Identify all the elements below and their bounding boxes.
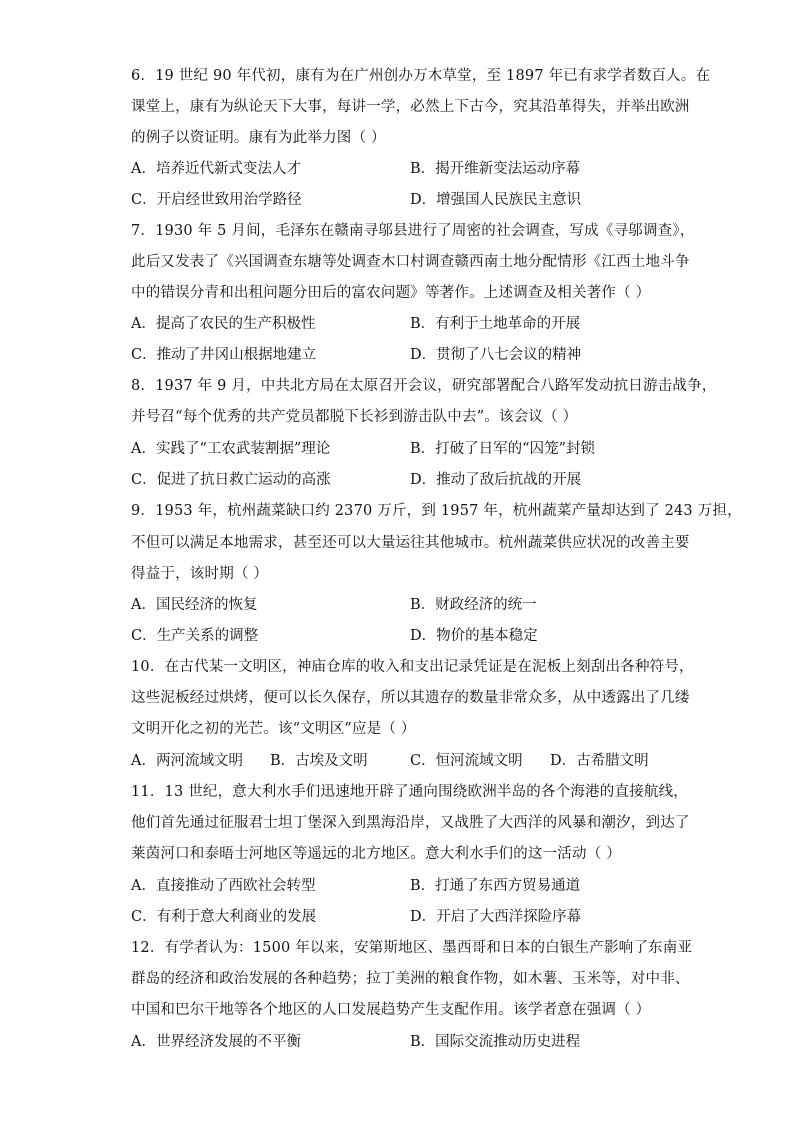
question-12-option-a: A．世界经济发展的不平衡 [131,1034,301,1050]
question-11-line-3: 莱茵河口和泰晤士河地区等遥远的北方地区。意大利水手们的这一活动（ ） [131,846,621,862]
question-10-option-d: D．古希腊文明 [550,753,649,769]
question-7-option-b: B．有利于土地革命的开展 [410,316,581,332]
question-6-line-2: 课堂上，康有为纵论天下大事，每讲一学，必然上下古今，究其沿革得失，并举出欧洲 [131,99,690,115]
question-9-line-2: 不但可以满足本地需求，甚至还可以大量运往其他城市。杭州蔬菜供应状况的改善主要 [131,535,690,551]
question-12-option-b: B．国际交流推动历史进程 [410,1034,581,1050]
question-8-option-c: C．促进了抗日救亡运动的高涨 [131,472,331,488]
question-12-line-2: 群岛的经济和政治发展的各种趋势；拉丁美洲的粮食作物，如木薯、玉米等，对中非、 [131,971,690,987]
question-8-option-b: B．打破了日军的“囚笼”封锁 [410,441,595,457]
question-6-option-d: D．增强国人民族民主意识 [410,192,582,208]
question-12-line-3: 中国和巴尔干地等各个地区的人口发展趋势产生支配作用。该学者意在强调（ ） [131,1002,651,1018]
question-11-line-1: 11．13 世纪，意大利水手们迅速地开辟了通向围绕欧洲半岛的各个海港的直接航线， [131,784,689,800]
question-8-line-2: 并号召“每个优秀的共产党员都脱下长衫到游击队中去”。该会议（ ） [131,409,578,425]
question-6-line-1: 6．19 世纪 90 年代初，康有为在广州创办万木草堂，至 1897 年已有求学者数百人。在 [131,68,711,84]
question-10-option-a: A．两河流域文明 [131,753,243,769]
question-8-line-1: 8．1937 年 9 月，中共北方局在太原召开会议，研究部署配合八路军发动抗日游击战争， [131,378,717,394]
question-7-option-c: C．推动了井冈山根据地建立 [131,347,317,363]
question-10-line-1: 10．在古代某一文明区，神庙仓库的收入和支出记录凭证是在泥板上刻刮出各种符号， [131,659,694,675]
question-9-option-c: C．生产关系的调整 [131,628,259,644]
question-9-line-1: 9．1953 年，杭州蔬菜缺口约 2370 万斤，到 1957 年，杭州蔬菜产量却达到了 243 万担， [131,503,742,519]
question-9-option-b: B．财政经济的统一 [410,597,537,613]
question-10-line-2: 这些泥板经过烘烤，便可以长久保存，所以其遗存的数量非常众多，从中透露出了几缕 [131,690,690,706]
question-11-option-a: A．直接推动了西欧社会转型 [131,878,316,894]
question-7-line-1: 7．1930 年 5 月间，毛泽东在赣南寻邬县进行了周密的社会调查，写成《寻邬调查》， [131,223,695,239]
question-7-line-3: 中的错误分青和出租问题分田后的富农问题》等著作。上述调查及相关著作（ ） [131,285,651,301]
question-12-line-1: 12．有学者认为：1500 年以来，安第斯地区、墨西哥和日本的白银生产影响了东南亚 [131,940,693,956]
question-6-option-b: B．揭开维新变法运动序幕 [410,161,581,177]
question-7-option-d: D．贯彻了八七会议的精神 [410,347,582,363]
question-11-line-2: 他们首先通过征服君士坦丁堡深入到黑海沿岸，又战胜了大西洋的风暴和潮汐，到达了 [131,815,690,831]
question-6-option-a: A．培养近代新式变法人才 [131,161,301,177]
question-10-option-c: C．恒河流域文明 [410,753,523,769]
question-8-option-a: A．实践了“工农武装割据”理论 [131,441,331,457]
question-11-option-c: C．有利于意大利商业的发展 [131,909,317,925]
question-11-option-b: B．打通了东西方贸易通道 [410,878,581,894]
question-7-option-a: A．提高了农民的生产积极性 [131,316,316,332]
question-6-line-3: 的例子以资证明。康有为此举力图（ ） [131,130,386,146]
question-6-option-c: C．开启经世致用治学路径 [131,192,302,208]
question-11-option-d: D．开启了大西洋探险序幕 [410,909,582,925]
question-9-line-3: 得益于，该时期（ ） [131,566,269,582]
question-10-line-3: 文明开化之初的光芒。该“文明区”应是（ ） [131,721,416,737]
question-8-option-d: D．推动了敌后抗战的开展 [410,472,582,488]
question-10-option-b: B．古埃及文明 [270,753,368,769]
question-7-line-2: 此后又发表了《兴国调查东塘等处调查木口村调查赣西南土地分配情形《江西土地斗争 [131,254,690,270]
question-9-option-d: D．物价的基本稳定 [410,628,538,644]
question-9-option-a: A．国民经济的恢复 [131,597,258,613]
